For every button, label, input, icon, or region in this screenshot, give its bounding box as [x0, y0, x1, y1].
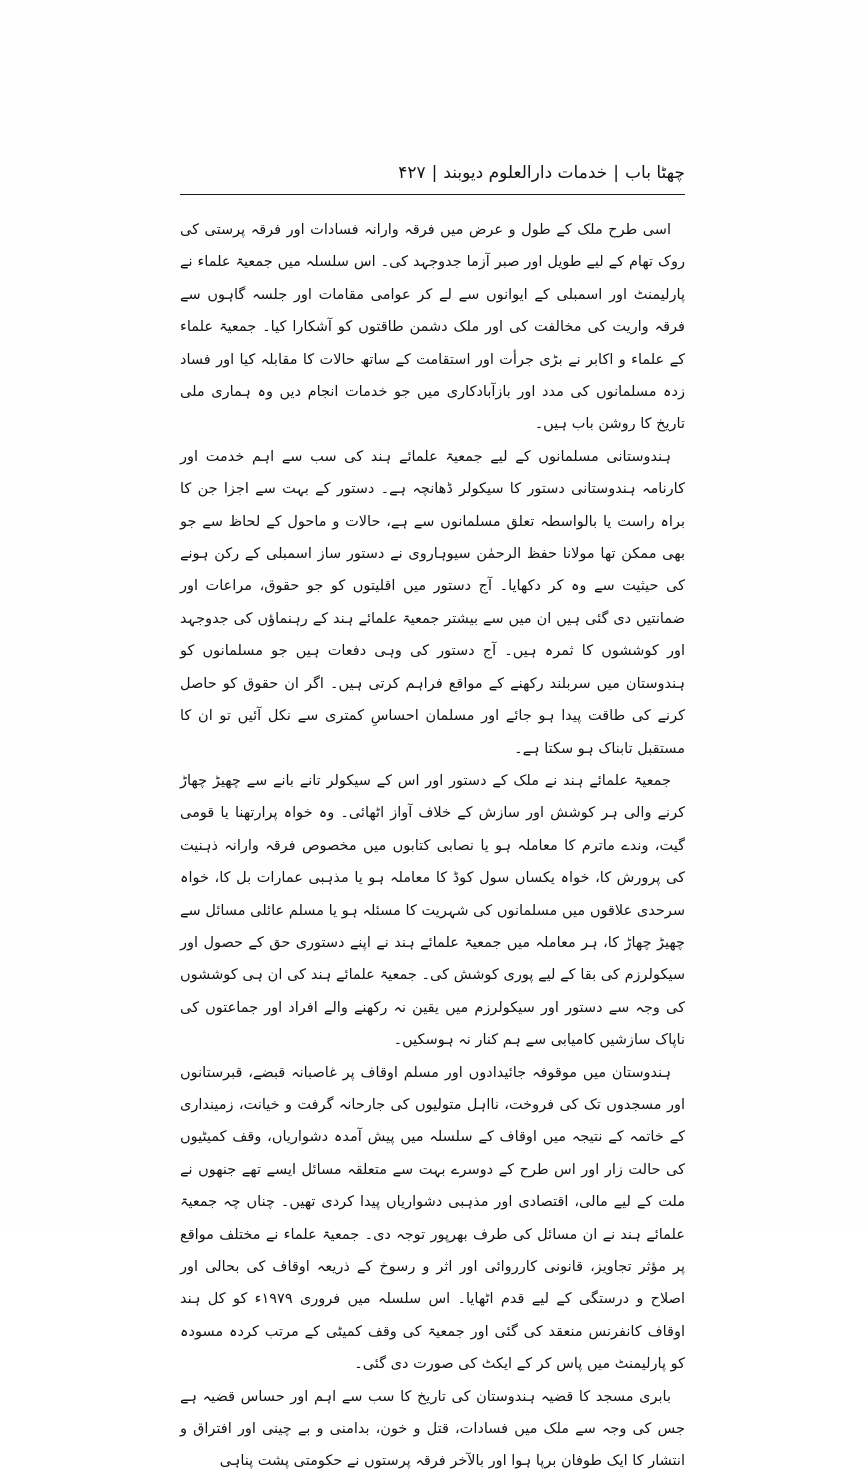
paragraph-secularism: جمعیۃ علمائے ہند نے ملک کے دستور اور اس کے سیکولر تانے بانے سے چھیڑ چھاڑ کرنے والی ہر کوشش اور سازش کے خلاف آواز اٹھائی۔ وہ خواہ پرارتھنا یا قومی گیت، وندے ماترم کا معاملہ ہو یا نصابی کتابوں میں مخصوص فرقہ وارانہ ذہنیت کی پرورش کا، خواہ یکساں سول کوڈ کا معاملہ ہو یا مذہبی عمارات بل کا، خواہ سرحدی علاقوں میں مسلمانوں کی شہریت کا مسئلہ ہو یا مسلم عائلی مسائل سے چھیڑ چھاڑ کا، ہر معاملہ میں جمعیۃ علمائے ہند نے اپنے دستوری حق کے حصول اور سیکولرزم کی بقا کے لیے پوری کوشش کی۔ جمعیۃ علمائے ہند کی ان ہی کوششوں کی وجہ سے دستور اور سیکولرزم میں یقین نہ رکھنے والے افراد اور جماعتوں کی ناپاک سازشیں کامیابی سے ہم کنار نہ ہوسکیں۔	[180, 772, 685, 1049]
paragraph-awqaf: ہندوستان میں موقوفہ جائیدادوں اور مسلم اوقاف پر غاصبانہ قبضے، قبرستانوں اور مسجدوں تک کی فروخت، نااہل متولیوں کی جارحانہ گرفت و خیانت، زمینداری کے خاتمہ کے نتیجہ میں اوقاف کے سلسلہ میں پیش آمدہ دشواریاں، وقف کمیٹیوں کی حالت زار اور اس طرح کے دوسرے بہت سے متعلقہ مسائل ایسے تھے جنھوں نے ملت کے لیے مالی، اقتصادی اور مذہبی دشواریاں پیدا کردی تھیں۔ چناں چہ جمعیۃ علمائے ہند نے ان مسائل کی طرف بھرپور توجہ دی۔ جمعیۃ علماء نے مختلف مواقع پر مؤثر تجاویز، قانونی کارروائی اور اثر و رسوخ کے ذریعہ اوقاف کی بحالی اور اصلاح و درستگی کے لیے قدم اٹھایا۔ اس سلسلہ میں فروری ۱۹۷۹ء کو کل ہند اوقاف کانفرنس منعقد کی گئی اور جمعیۃ کی وقف کمیٹی کے مرتب کردہ مسودہ کو پارلیمنٹ میں پاس کر کے ایکٹ کی صورت دی گئی۔	[180, 1064, 685, 1373]
running-header	[180, 158, 685, 188]
header-separator: |	[431, 163, 438, 183]
body-text	[180, 214, 685, 1478]
paragraph-babri-masjid: بابری مسجد کا قضیہ ہندوستان کی تاریخ کا سب سے اہم اور حساس قضیہ ہے جس کی وجہ سے ملک میں فسادات، قتل و خون، بدامنی و بے چینی اور افتراق و انتشار کا ایک طوفان برپا ہوا اور بالآخر فرقہ پرستوں نے حکومتی پشت پناہی	[180, 1388, 685, 1470]
header-rule	[180, 194, 685, 195]
book-title: خدمات دارالعلوم دیوبند	[443, 163, 608, 183]
paragraph-constitution: ہندوستانی مسلمانوں کے لیے جمعیۃ علمائے ہند کی سب سے اہم خدمت اور کارنامہ ہندوستانی دستور کا سیکولر ڈھانچہ ہے۔ دستور کے بہت سے اجزا جن کا براہ راست یا بالواسطہ تعلق مسلمانوں سے ہے، حالات و ماحول کے لحاظ سے جو بھی ممکن تھا مولانا حفظ الرحمٰن سیوہاروی نے دستور ساز اسمبلی کے رکن ہونے کی حیثیت سے وہ کر دکھایا۔ آج دستور میں اقلیتوں کو جو حقوق، مراعات اور ضمانتیں دی گئی ہیں ان میں سے بیشتر جمعیۃ علمائے ہند کے رہنماؤں کی جدوجہد اور کوششوں کا ثمرہ ہیں۔ آج دستور کی وہی دفعات ہیں جو مسلمانوں کو ہندوستان میں سربلند رکھنے کے مواقع فراہم کرتی ہیں۔ اگر ان حقوق کو حاصل کرنے کی طاقت پیدا ہو جائے اور مسلمان احساسِ کمتری سے نکل آئیں تو ان کا مستقبل تابناک ہو سکتا ہے۔	[180, 448, 685, 757]
chapter-separator: |	[613, 163, 620, 183]
paragraph-communal-riots: اسی طرح ملک کے طول و عرض میں فرقہ وارانہ فسادات اور فرقہ پرستی کی روک تھام کے لیے طویل اور صبر آزما جدوجہد کی۔ اس سلسلہ میں جمعیۃ علماء نے پارلیمنٹ اور اسمبلی کے ایوانوں سے لے کر عوامی مقامات اور جلسہ گاہوں سے فرقہ واریت کی مخالفت کی اور ملک دشمن طاقتوں کو آشکارا کیا۔ جمعیۃ علماء کے علماء و اکابر نے بڑی جرأت اور استقامت کے ساتھ حالات کا مقابلہ کیا اور فساد زدہ مسلمانوں کی مدد اور بازآبادکاری میں جو خدمات انجام دیں وہ ہماری ملی تاریخ کا روشن باب ہیں۔	[180, 222, 685, 433]
page-number: ۴۲۷	[398, 163, 426, 183]
chapter-label: چھٹا باب	[625, 163, 685, 183]
